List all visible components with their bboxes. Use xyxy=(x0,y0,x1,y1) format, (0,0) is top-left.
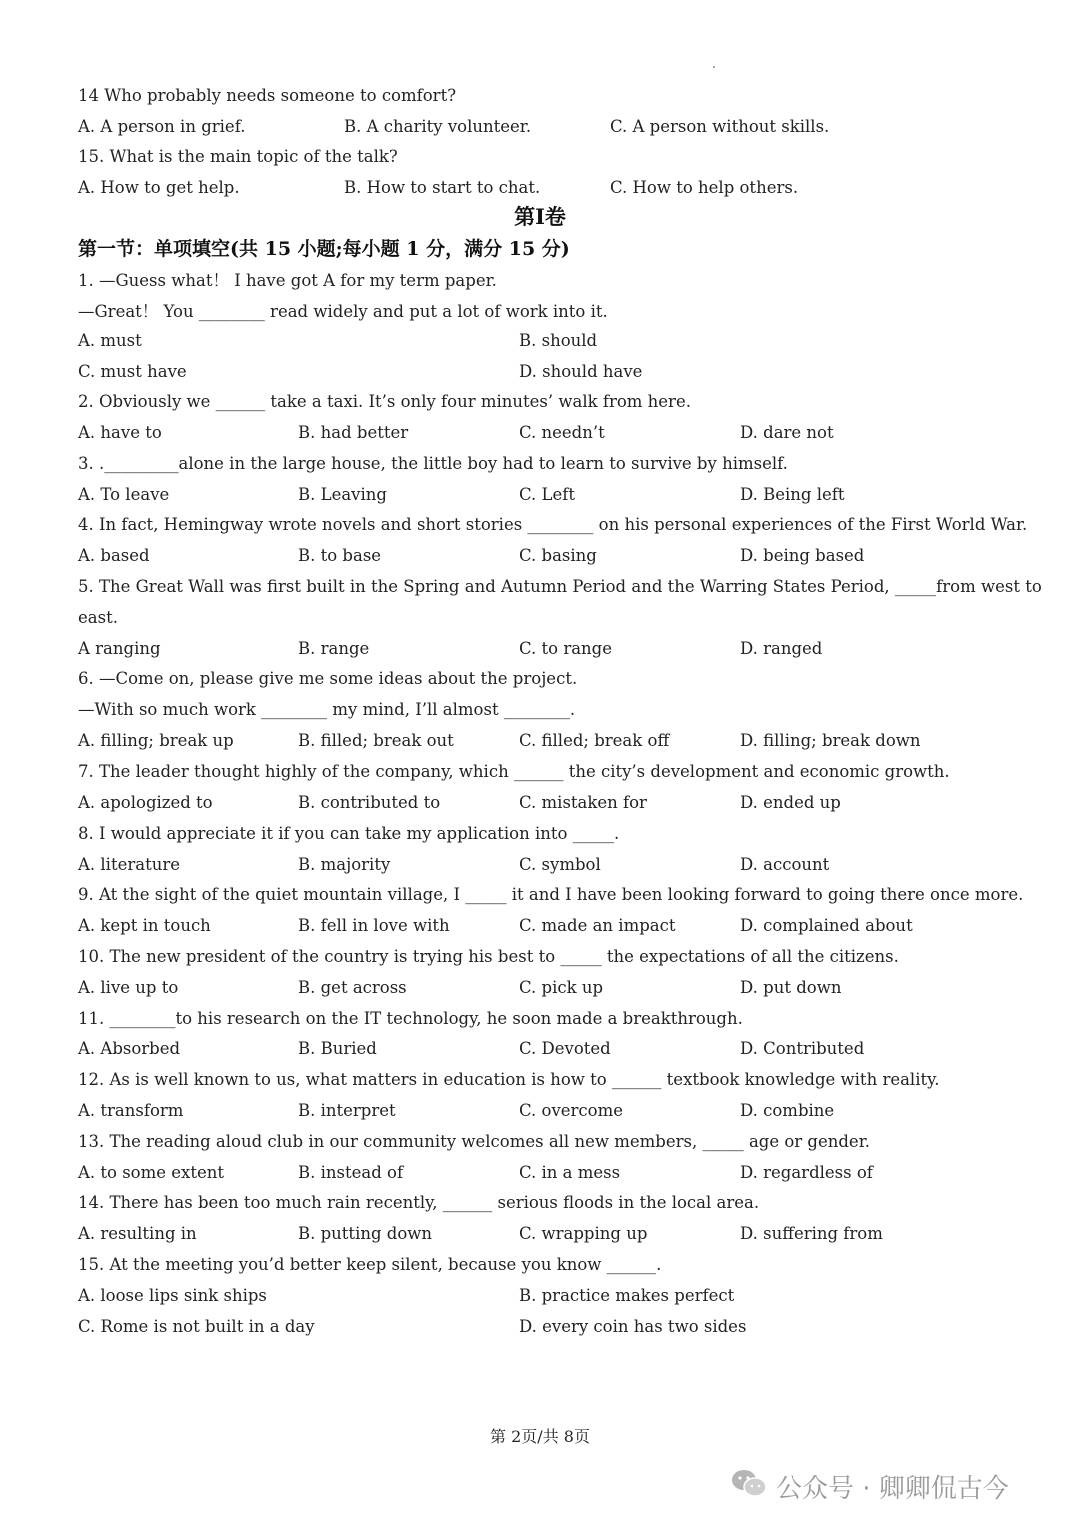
question-5-option-c: C. to range xyxy=(519,639,613,658)
question-9-option-a: A. kept in touch xyxy=(78,916,211,935)
listening-q14-stem: 14 Who probably needs someone to comfort? xyxy=(78,86,457,105)
section-title: 第Ⅰ卷 xyxy=(514,204,566,229)
listening-q15-option-b: B. How to start to chat. xyxy=(344,178,541,197)
question-10-option-d: D. put down xyxy=(740,978,842,997)
question-15-option-c: C. Rome is not built in a day xyxy=(78,1317,315,1336)
question-2-option-d: D. dare not xyxy=(740,423,834,442)
question-2-option-b: B. had better xyxy=(298,423,409,442)
listening-q15-stem: 15. What is the main topic of the talk? xyxy=(78,147,398,166)
question-11-option-b: B. Buried xyxy=(298,1039,377,1058)
question-10-stem: 10. The new president of the country is trying his best to _____ the expectations of all the citizens. xyxy=(78,947,899,966)
question-3-option-b: B. Leaving xyxy=(298,485,387,504)
question-14-option-b: B. putting down xyxy=(298,1224,433,1243)
listening-q14-option-a: A. A person in grief. xyxy=(78,117,246,136)
question-7-option-c: C. mistaken for xyxy=(519,793,647,812)
question-1-option-a: A. must xyxy=(78,331,142,350)
question-3-option-a: A. To leave xyxy=(78,485,170,504)
watermark-text: 公众号 · 卿卿侃古今 xyxy=(776,1473,1009,1504)
question-5-option-b: B. range xyxy=(298,639,370,658)
question-8-stem: 8. I would appreciate it if you can take my application into _____. xyxy=(78,824,620,843)
scan-speck xyxy=(713,66,715,68)
listening-q15-option-a: A. How to get help. xyxy=(78,178,240,197)
question-9-option-b: B. fell in love with xyxy=(298,916,450,935)
question-7-option-d: D. ended up xyxy=(740,793,841,812)
question-7-option-a: A. apologized to xyxy=(78,793,213,812)
question-7-option-b: B. contributed to xyxy=(298,793,441,812)
question-8-option-d: D. account xyxy=(740,855,830,874)
question-5-stem-line-1: 5. The Great Wall was first built in the Spring and Autumn Period and the Warring States Period, _____from west to xyxy=(78,577,1042,596)
question-12-option-c: C. overcome xyxy=(519,1101,624,1120)
question-6-option-c: C. filled; break off xyxy=(519,731,670,750)
question-2-option-c: C. needn’t xyxy=(519,423,605,442)
question-4-option-d: D. being based xyxy=(740,546,865,565)
question-4-option-c: C. basing xyxy=(519,546,597,565)
question-8-option-a: A. literature xyxy=(78,855,180,874)
question-11-option-a: A. Absorbed xyxy=(78,1039,181,1058)
question-7-stem: 7. The leader thought highly of the company, which ______ the city’s development and economic growth. xyxy=(78,762,950,781)
question-11-stem: 11. ________to his research on the IT technology, he soon made a breakthrough. xyxy=(78,1009,743,1028)
question-14-stem: 14. There has been too much rain recently, ______ serious floods in the local area. xyxy=(78,1193,760,1212)
question-6-option-a: A. filling; break up xyxy=(78,731,234,750)
question-13-option-a: A. to some extent xyxy=(78,1163,224,1182)
question-1-option-d: D. should have xyxy=(519,362,643,381)
question-1-stem-line-2: —Great！ You ________ read widely and put a lot of work into it. xyxy=(78,302,608,321)
question-9-stem: 9. At the sight of the quiet mountain village, I _____ it and I have been looking forward to going there once more. xyxy=(78,885,1024,904)
question-1-option-c: C. must have xyxy=(78,362,187,381)
question-8-option-b: B. majority xyxy=(298,855,391,874)
listening-q14-option-b: B. A charity volunteer. xyxy=(344,117,532,136)
question-3-option-c: C. Left xyxy=(519,485,575,504)
question-5-option-a: A ranging xyxy=(78,639,161,658)
question-12-option-a: A. transform xyxy=(78,1101,184,1120)
question-10-option-b: B. get across xyxy=(298,978,407,997)
question-13-stem: 13. The reading aloud club in our community welcomes all new members, _____ age or gender. xyxy=(78,1132,871,1151)
question-12-stem: 12. As is well known to us, what matters in education is how to ______ textbook knowledge with reality. xyxy=(78,1070,940,1089)
question-3-stem: 3. ._________alone in the large house, the little boy had to learn to survive by himself. xyxy=(78,454,788,473)
question-12-option-d: D. combine xyxy=(740,1101,835,1120)
wechat-icon xyxy=(730,1468,768,1505)
question-13-option-b: B. instead of xyxy=(298,1163,404,1182)
question-14-option-a: A. resulting in xyxy=(78,1224,197,1243)
question-15-option-a: A. loose lips sink ships xyxy=(78,1286,267,1305)
question-5-stem-line-2: east. xyxy=(78,608,118,627)
question-5-option-d: D. ranged xyxy=(740,639,823,658)
question-9-option-d: D. complained about xyxy=(740,916,913,935)
question-14-option-d: D. suffering from xyxy=(740,1224,883,1243)
section-subtitle: 第一节：单项填空(共 15 小题;每小题 1 分，满分 15 分) xyxy=(78,238,570,260)
question-10-option-c: C. pick up xyxy=(519,978,604,997)
question-13-option-d: D. regardless of xyxy=(740,1163,873,1182)
question-2-stem: 2. Obviously we ______ take a taxi. It’s only four minutes’ walk from here. xyxy=(78,392,691,411)
question-2-option-a: A. have to xyxy=(78,423,162,442)
question-3-option-d: D. Being left xyxy=(740,485,845,504)
question-6-stem-line-1: 6. —Come on, please give me some ideas about the project. xyxy=(78,669,578,688)
question-13-option-c: C. in a mess xyxy=(519,1163,621,1182)
question-15-option-b: B. practice makes perfect xyxy=(519,1286,735,1305)
question-14-option-c: C. wrapping up xyxy=(519,1224,648,1243)
question-6-stem-line-2: —With so much work ________ my mind, I’ll almost ________. xyxy=(78,700,576,719)
question-6-option-d: D. filling; break down xyxy=(740,731,921,750)
question-1-stem-line-1: 1. —Guess what！ I have got A for my term paper. xyxy=(78,271,497,290)
question-10-option-a: A. live up to xyxy=(78,978,179,997)
question-8-option-c: C. symbol xyxy=(519,855,601,874)
listening-q15-option-c: C. How to help others. xyxy=(610,178,799,197)
listening-q14-option-c: C. A person without skills. xyxy=(610,117,830,136)
question-11-option-c: C. Devoted xyxy=(519,1039,611,1058)
question-6-option-b: B. filled; break out xyxy=(298,731,454,750)
question-1-option-b: B. should xyxy=(519,331,598,350)
question-15-stem: 15. At the meeting you’d better keep silent, because you know ______. xyxy=(78,1255,662,1274)
wechat-watermark xyxy=(730,1466,1009,1506)
question-9-option-c: C. made an impact xyxy=(519,916,676,935)
question-4-option-a: A. based xyxy=(78,546,150,565)
page-number: 第 2页/共 8页 xyxy=(490,1427,590,1446)
question-11-option-d: D. Contributed xyxy=(740,1039,865,1058)
question-4-option-b: B. to base xyxy=(298,546,382,565)
question-15-option-d: D. every coin has two sides xyxy=(519,1317,747,1336)
question-12-option-b: B. interpret xyxy=(298,1101,396,1120)
question-4-stem: 4. In fact, Hemingway wrote novels and short stories ________ on his personal experiences of the First World War. xyxy=(78,515,1028,534)
